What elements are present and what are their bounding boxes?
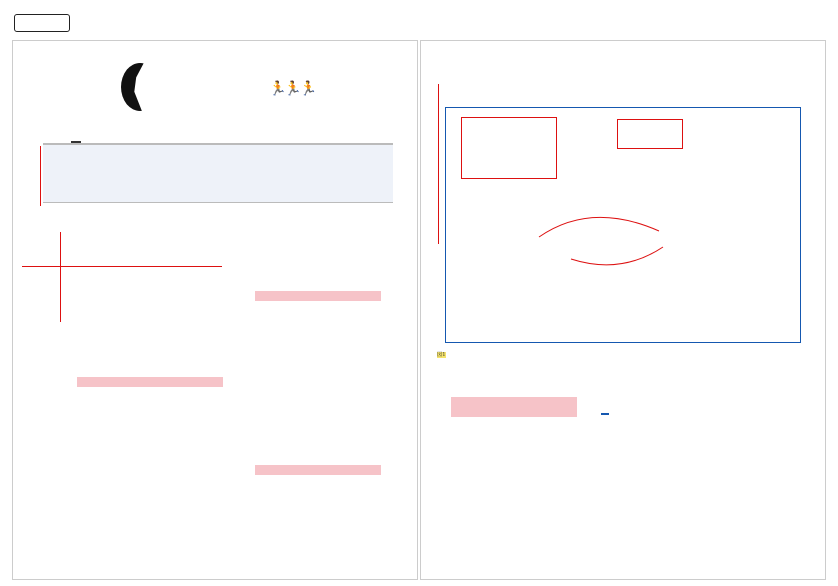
page-header [0, 0, 838, 38]
month-badge [14, 14, 70, 32]
selfcte-text [601, 425, 751, 565]
neonatal-text [437, 469, 587, 565]
moon-logo-icon [121, 63, 159, 111]
col1-intro [437, 351, 587, 359]
handwritten-box-2 [617, 119, 683, 149]
child-text [255, 481, 381, 565]
title-band [43, 143, 393, 203]
rotation-arrow-icon [531, 207, 671, 277]
figure-ref-marker: 図1 [437, 352, 446, 358]
definition-text-2 [77, 447, 223, 565]
children-silhouette-icon: 🏃🏃🏃 [269, 81, 316, 97]
definition-text [77, 393, 223, 427]
definition-heading-band [77, 377, 223, 387]
episode-badge [71, 141, 81, 143]
left-page [12, 40, 418, 580]
symptoms-text [255, 307, 381, 457]
child-heading-band [255, 465, 381, 475]
handwritten-note-box [461, 117, 557, 179]
margin-guide-line [438, 84, 439, 244]
margin-guide-line [22, 266, 222, 267]
symptoms-heading-band [255, 291, 381, 301]
self-heading-band [451, 397, 577, 417]
right-page [420, 40, 826, 580]
margin-guide-line [60, 232, 61, 322]
selfcte-abbr [601, 413, 609, 415]
margin-guide-line [40, 146, 41, 206]
